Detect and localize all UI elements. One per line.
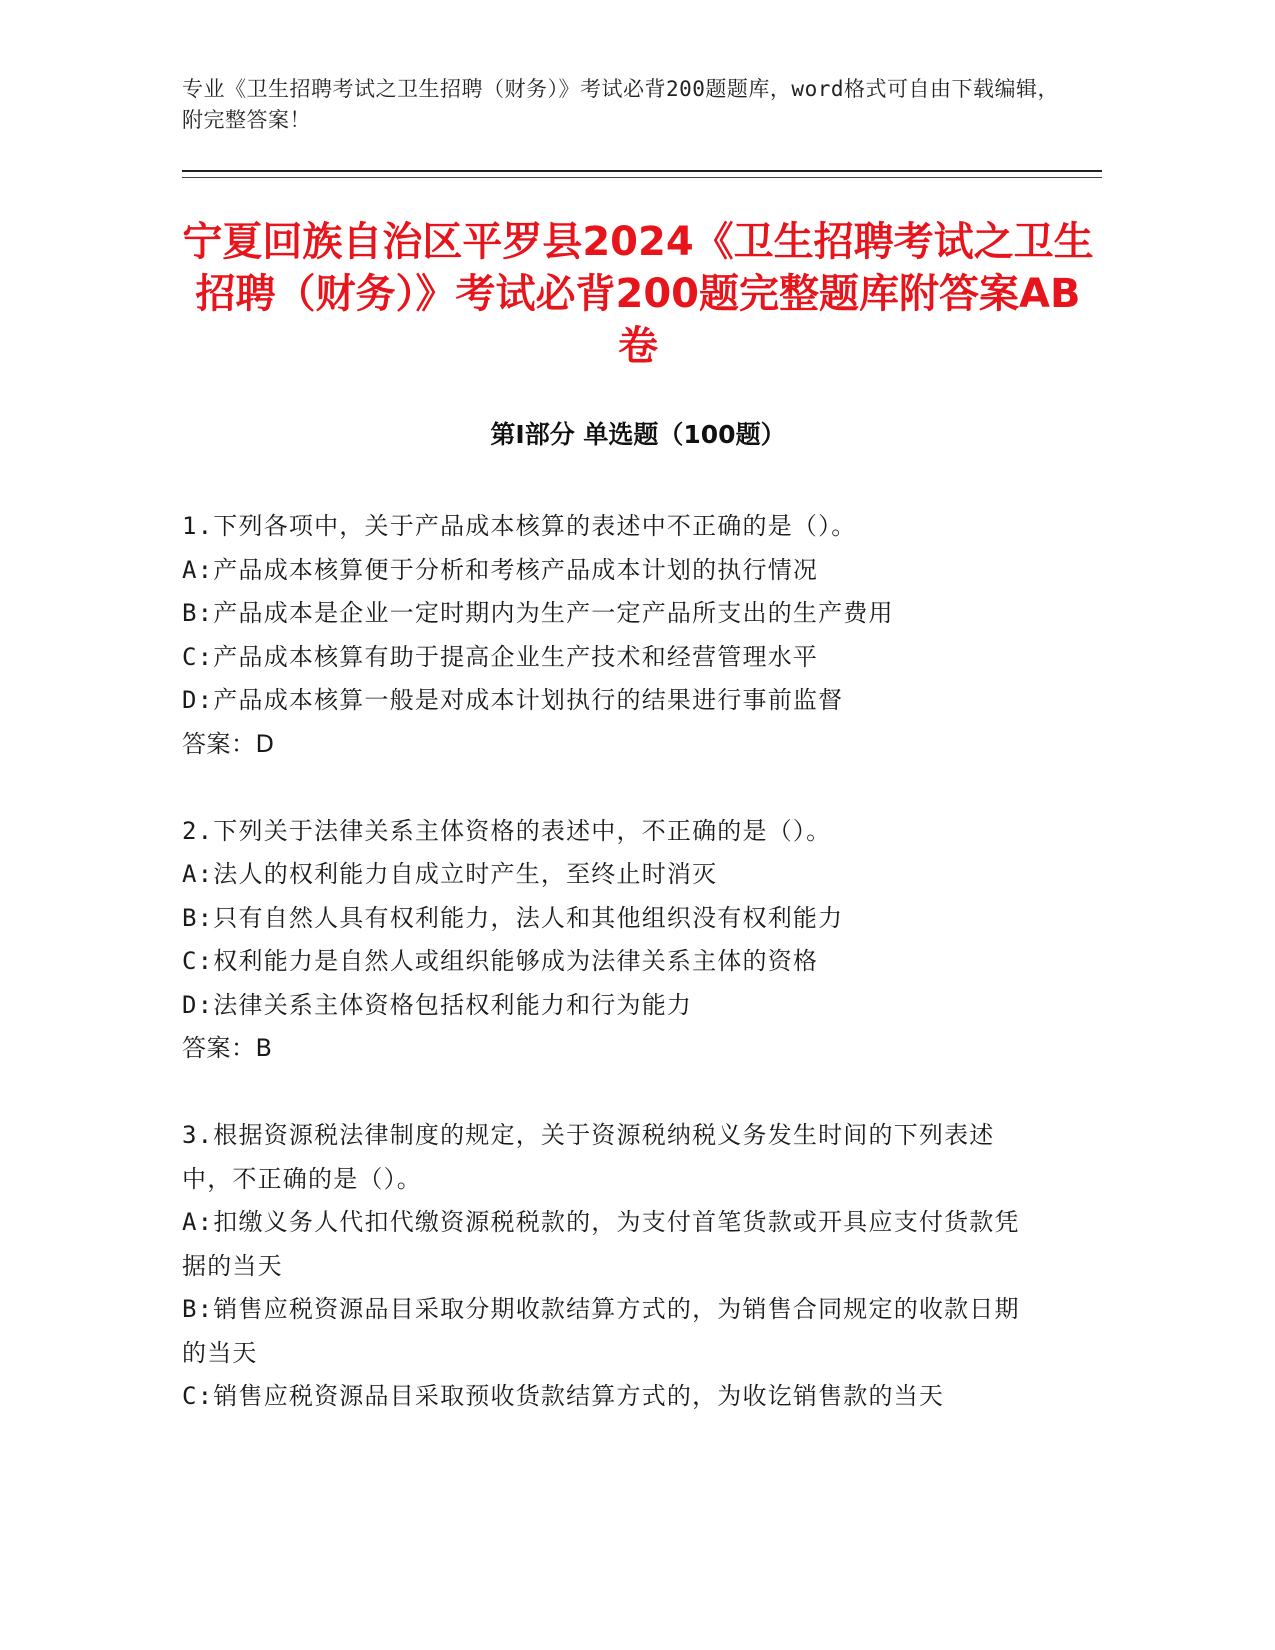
option-d: D:产品成本核算一般是对成本计划执行的结果进行事前监督 (182, 686, 844, 714)
section-title: 第Ⅰ部分 单选题（100题） (490, 420, 786, 449)
question-stem: 2.下列关于法律关系主体资格的表述中，不正确的是（）。 (182, 816, 832, 845)
option-d: D:法律关系主体资格包括权利能力和行为能力 (182, 990, 693, 1019)
option-b: B:产品成本是企业一定时期内为生产一定产品所支出的生产费用 (182, 599, 894, 627)
option-c: C:产品成本核算有助于提高企业生产技术和经营管理水平 (182, 642, 819, 671)
question-stem: 3.根据资源税法律制度的规定，关于资源税纳税义务发生时间的下列表述中，不正确的是（）。 (182, 1121, 995, 1193)
option-b: B:销售应税资源品目采取分期收款结算方式的，为销售合同规定的收款日期的当天 (182, 1295, 1020, 1367)
header-note: 专业《卫生招聘考试之卫生招聘（财务）》考试必背200题题库，word格式可自由下载编辑，附完整答案！ (182, 77, 1059, 132)
answer-text: 答案：D (182, 729, 275, 758)
question-2 (182, 810, 1032, 1071)
option-a: A:法人的权利能力自成立时产生，至终止时消灭 (182, 860, 718, 888)
option-c: C:销售应税资源品目采取预收货款结算方式的，为收讫销售款的当天 (182, 1382, 945, 1410)
document-title: 宁夏回族自治区平罗县2024《卫生招聘考试之卫生招聘（财务）》考试必背200题完整题库附答案AB卷 (182, 219, 1094, 369)
question-list (182, 505, 1032, 1462)
question-stem: 1.下列各项中，关于产品成本核算的表述中不正确的是（）。 (182, 512, 857, 540)
header-divider-thick (182, 170, 1102, 172)
answer-text: 答案：B (182, 1034, 273, 1062)
header-divider-thin (182, 177, 1102, 178)
question-3 (182, 1114, 1032, 1419)
question-1 (182, 505, 1032, 766)
option-b: B:只有自然人具有权利能力，法人和其他组织没有权利能力 (182, 903, 844, 932)
option-a: A:扣缴义务人代扣代缴资源税税款的，为支付首笔货款或开具应支付货款凭据的当天 (182, 1208, 1020, 1280)
option-a: A:产品成本核算便于分析和考核产品成本计划的执行情况 (182, 555, 819, 584)
option-c: C:权利能力是自然人或组织能够成为法律关系主体的资格 (182, 947, 819, 975)
